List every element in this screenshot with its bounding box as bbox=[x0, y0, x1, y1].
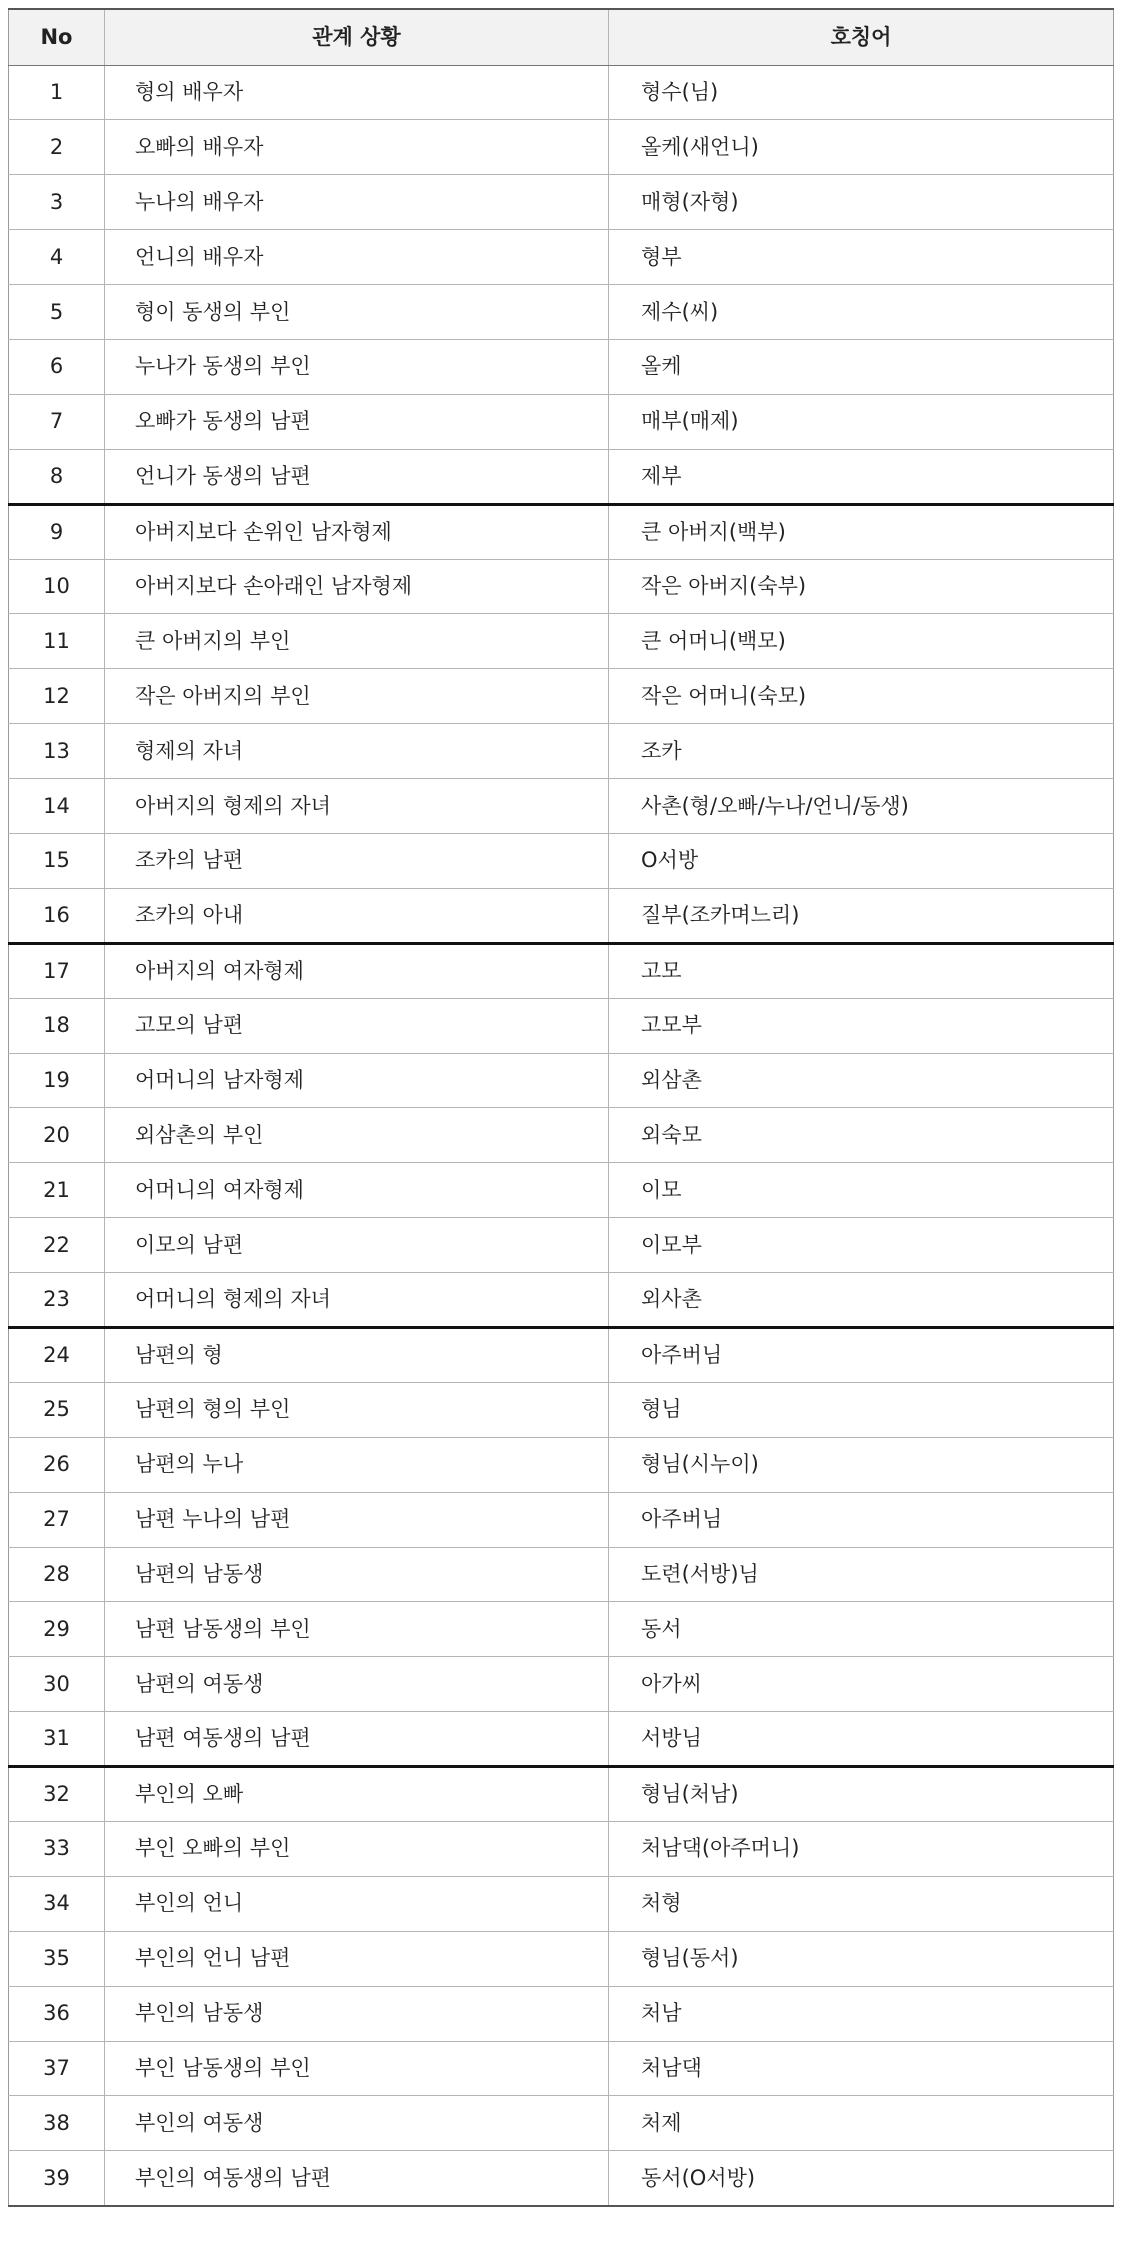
term-cell: 형님(시누이) bbox=[609, 1437, 1114, 1492]
table-row bbox=[9, 175, 1114, 230]
relationship-cell: 남편의 형 bbox=[105, 1327, 609, 1382]
term-cell: 작은 아버지(숙부) bbox=[609, 559, 1114, 614]
table-row bbox=[9, 833, 1114, 888]
row-number-cell: 18 bbox=[9, 998, 105, 1053]
header-no: No bbox=[9, 9, 105, 65]
term-cell: 사촌(형/오빠/누나/언니/동생) bbox=[609, 779, 1114, 834]
term-cell: O서방 bbox=[609, 833, 1114, 888]
table-row bbox=[9, 724, 1114, 779]
table-row bbox=[9, 1492, 1114, 1547]
term-cell: 외숙모 bbox=[609, 1108, 1114, 1163]
relationship-cell: 부인의 오빠 bbox=[105, 1767, 609, 1822]
relationship-cell: 부인의 여동생의 남편 bbox=[105, 2151, 609, 2206]
term-cell: 아가씨 bbox=[609, 1657, 1114, 1712]
row-number-cell: 25 bbox=[9, 1382, 105, 1437]
term-cell: 처남댁(아주머니) bbox=[609, 1822, 1114, 1877]
relationship-cell: 형의 배우자 bbox=[105, 65, 609, 120]
term-cell: 고모 bbox=[609, 943, 1114, 998]
term-cell: 형부 bbox=[609, 230, 1114, 285]
term-cell: 아주버님 bbox=[609, 1327, 1114, 1382]
row-number-cell: 20 bbox=[9, 1108, 105, 1163]
term-cell: 서방님 bbox=[609, 1712, 1114, 1767]
row-number-cell: 11 bbox=[9, 614, 105, 669]
header-relationship: 관계 상황 bbox=[105, 9, 609, 65]
row-number-cell: 2 bbox=[9, 120, 105, 175]
table-row bbox=[9, 120, 1114, 175]
relationship-cell: 부인 오빠의 부인 bbox=[105, 1822, 609, 1877]
term-cell: 형님(처남) bbox=[609, 1767, 1114, 1822]
relationship-cell: 어머니의 여자형제 bbox=[105, 1163, 609, 1218]
table-row bbox=[9, 2041, 1114, 2096]
term-cell: 작은 어머니(숙모) bbox=[609, 669, 1114, 724]
row-number-cell: 24 bbox=[9, 1327, 105, 1382]
term-cell: 처제 bbox=[609, 2096, 1114, 2151]
row-number-cell: 7 bbox=[9, 394, 105, 449]
relationship-cell: 큰 아버지의 부인 bbox=[105, 614, 609, 669]
row-number-cell: 8 bbox=[9, 449, 105, 504]
term-cell: 이모 bbox=[609, 1163, 1114, 1218]
row-number-cell: 10 bbox=[9, 559, 105, 614]
table-row bbox=[9, 1218, 1114, 1273]
term-cell: 도련(서방)님 bbox=[609, 1547, 1114, 1602]
relationship-cell: 남편 남동생의 부인 bbox=[105, 1602, 609, 1657]
term-cell: 제부 bbox=[609, 449, 1114, 504]
table-row bbox=[9, 1437, 1114, 1492]
relationship-cell: 형제의 자녀 bbox=[105, 724, 609, 779]
relationship-cell: 남편 여동생의 남편 bbox=[105, 1712, 609, 1767]
relationship-cell: 외삼촌의 부인 bbox=[105, 1108, 609, 1163]
table-row bbox=[9, 1822, 1114, 1877]
row-number-cell: 12 bbox=[9, 669, 105, 724]
relationship-cell: 부인의 언니 남편 bbox=[105, 1931, 609, 1986]
row-number-cell: 30 bbox=[9, 1657, 105, 1712]
row-number-cell: 36 bbox=[9, 1986, 105, 2041]
row-number-cell: 19 bbox=[9, 1053, 105, 1108]
table-row bbox=[9, 504, 1114, 559]
row-number-cell: 26 bbox=[9, 1437, 105, 1492]
row-number-cell: 28 bbox=[9, 1547, 105, 1602]
term-cell: 이모부 bbox=[609, 1218, 1114, 1273]
relationship-cell: 남편의 형의 부인 bbox=[105, 1382, 609, 1437]
table-row bbox=[9, 1986, 1114, 2041]
relationship-cell: 어머니의 형제의 자녀 bbox=[105, 1273, 609, 1328]
row-number-cell: 37 bbox=[9, 2041, 105, 2096]
row-number-cell: 21 bbox=[9, 1163, 105, 1218]
row-number-cell: 22 bbox=[9, 1218, 105, 1273]
relationship-cell: 오빠의 배우자 bbox=[105, 120, 609, 175]
term-cell: 큰 아버지(백부) bbox=[609, 504, 1114, 559]
table-row bbox=[9, 998, 1114, 1053]
term-cell: 조카 bbox=[609, 724, 1114, 779]
table-row bbox=[9, 339, 1114, 394]
relationship-cell: 작은 아버지의 부인 bbox=[105, 669, 609, 724]
row-number-cell: 31 bbox=[9, 1712, 105, 1767]
relationship-cell: 부인의 남동생 bbox=[105, 1986, 609, 2041]
row-number-cell: 17 bbox=[9, 943, 105, 998]
table-row bbox=[9, 559, 1114, 614]
table-row bbox=[9, 1767, 1114, 1822]
table-row bbox=[9, 614, 1114, 669]
table-row bbox=[9, 65, 1114, 120]
relationship-cell: 오빠가 동생의 남편 bbox=[105, 394, 609, 449]
term-cell: 질부(조카며느리) bbox=[609, 888, 1114, 943]
term-cell: 외삼촌 bbox=[609, 1053, 1114, 1108]
table-row bbox=[9, 1273, 1114, 1328]
row-number-cell: 23 bbox=[9, 1273, 105, 1328]
relationship-cell: 부인의 여동생 bbox=[105, 2096, 609, 2151]
table-row bbox=[9, 1327, 1114, 1382]
relationship-cell: 아버지의 형제의 자녀 bbox=[105, 779, 609, 834]
table-row bbox=[9, 1547, 1114, 1602]
table-row bbox=[9, 779, 1114, 834]
table-row bbox=[9, 943, 1114, 998]
table-row bbox=[9, 1876, 1114, 1931]
table-body bbox=[9, 65, 1114, 2206]
row-number-cell: 27 bbox=[9, 1492, 105, 1547]
row-number-cell: 35 bbox=[9, 1931, 105, 1986]
term-cell: 처남 bbox=[609, 1986, 1114, 2041]
relationship-cell: 남편의 남동생 bbox=[105, 1547, 609, 1602]
relationship-cell: 남편 누나의 남편 bbox=[105, 1492, 609, 1547]
row-number-cell: 4 bbox=[9, 230, 105, 285]
table-row bbox=[9, 394, 1114, 449]
table-row bbox=[9, 230, 1114, 285]
relationship-cell: 부인 남동생의 부인 bbox=[105, 2041, 609, 2096]
term-cell: 매형(자형) bbox=[609, 175, 1114, 230]
row-number-cell: 1 bbox=[9, 65, 105, 120]
term-cell: 동서(O서방) bbox=[609, 2151, 1114, 2206]
term-cell: 외사촌 bbox=[609, 1273, 1114, 1328]
term-cell: 아주버님 bbox=[609, 1492, 1114, 1547]
table-row bbox=[9, 1163, 1114, 1218]
kinship-terms-table bbox=[8, 8, 1114, 2207]
table-row bbox=[9, 1931, 1114, 1986]
table-header-row bbox=[9, 9, 1114, 65]
row-number-cell: 13 bbox=[9, 724, 105, 779]
row-number-cell: 29 bbox=[9, 1602, 105, 1657]
row-number-cell: 38 bbox=[9, 2096, 105, 2151]
table-row bbox=[9, 669, 1114, 724]
term-cell: 고모부 bbox=[609, 998, 1114, 1053]
header-term: 호칭어 bbox=[609, 9, 1114, 65]
table-row bbox=[9, 1657, 1114, 1712]
table-row bbox=[9, 1382, 1114, 1437]
row-number-cell: 33 bbox=[9, 1822, 105, 1877]
relationship-cell: 어머니의 남자형제 bbox=[105, 1053, 609, 1108]
term-cell: 형님(동서) bbox=[609, 1931, 1114, 1986]
table-row bbox=[9, 1602, 1114, 1657]
term-cell: 처남댁 bbox=[609, 2041, 1114, 2096]
table-row bbox=[9, 285, 1114, 340]
row-number-cell: 16 bbox=[9, 888, 105, 943]
row-number-cell: 9 bbox=[9, 504, 105, 559]
row-number-cell: 39 bbox=[9, 2151, 105, 2206]
row-number-cell: 34 bbox=[9, 1876, 105, 1931]
row-number-cell: 14 bbox=[9, 779, 105, 834]
relationship-cell: 아버지보다 손아래인 남자형제 bbox=[105, 559, 609, 614]
row-number-cell: 32 bbox=[9, 1767, 105, 1822]
row-number-cell: 6 bbox=[9, 339, 105, 394]
term-cell: 올케 bbox=[609, 339, 1114, 394]
relationship-cell: 고모의 남편 bbox=[105, 998, 609, 1053]
row-number-cell: 15 bbox=[9, 833, 105, 888]
term-cell: 처형 bbox=[609, 1876, 1114, 1931]
table-row bbox=[9, 2096, 1114, 2151]
term-cell: 형수(님) bbox=[609, 65, 1114, 120]
relationship-cell: 이모의 남편 bbox=[105, 1218, 609, 1273]
relationship-cell: 언니의 배우자 bbox=[105, 230, 609, 285]
table-row bbox=[9, 1108, 1114, 1163]
row-number-cell: 3 bbox=[9, 175, 105, 230]
term-cell: 형님 bbox=[609, 1382, 1114, 1437]
table-row bbox=[9, 888, 1114, 943]
table-row bbox=[9, 1712, 1114, 1767]
relationship-cell: 누나의 배우자 bbox=[105, 175, 609, 230]
term-cell: 매부(매제) bbox=[609, 394, 1114, 449]
relationship-cell: 남편의 여동생 bbox=[105, 1657, 609, 1712]
table-row bbox=[9, 1053, 1114, 1108]
term-cell: 제수(씨) bbox=[609, 285, 1114, 340]
relationship-cell: 언니가 동생의 남편 bbox=[105, 449, 609, 504]
relationship-cell: 남편의 누나 bbox=[105, 1437, 609, 1492]
relationship-cell: 조카의 아내 bbox=[105, 888, 609, 943]
row-number-cell: 5 bbox=[9, 285, 105, 340]
relationship-cell: 형이 동생의 부인 bbox=[105, 285, 609, 340]
term-cell: 올케(새언니) bbox=[609, 120, 1114, 175]
relationship-cell: 조카의 남편 bbox=[105, 833, 609, 888]
relationship-cell: 아버지의 여자형제 bbox=[105, 943, 609, 998]
term-cell: 큰 어머니(백모) bbox=[609, 614, 1114, 669]
table-row bbox=[9, 449, 1114, 504]
term-cell: 동서 bbox=[609, 1602, 1114, 1657]
relationship-cell: 누나가 동생의 부인 bbox=[105, 339, 609, 394]
relationship-cell: 부인의 언니 bbox=[105, 1876, 609, 1931]
relationship-cell: 아버지보다 손위인 남자형제 bbox=[105, 504, 609, 559]
table-row bbox=[9, 2151, 1114, 2206]
